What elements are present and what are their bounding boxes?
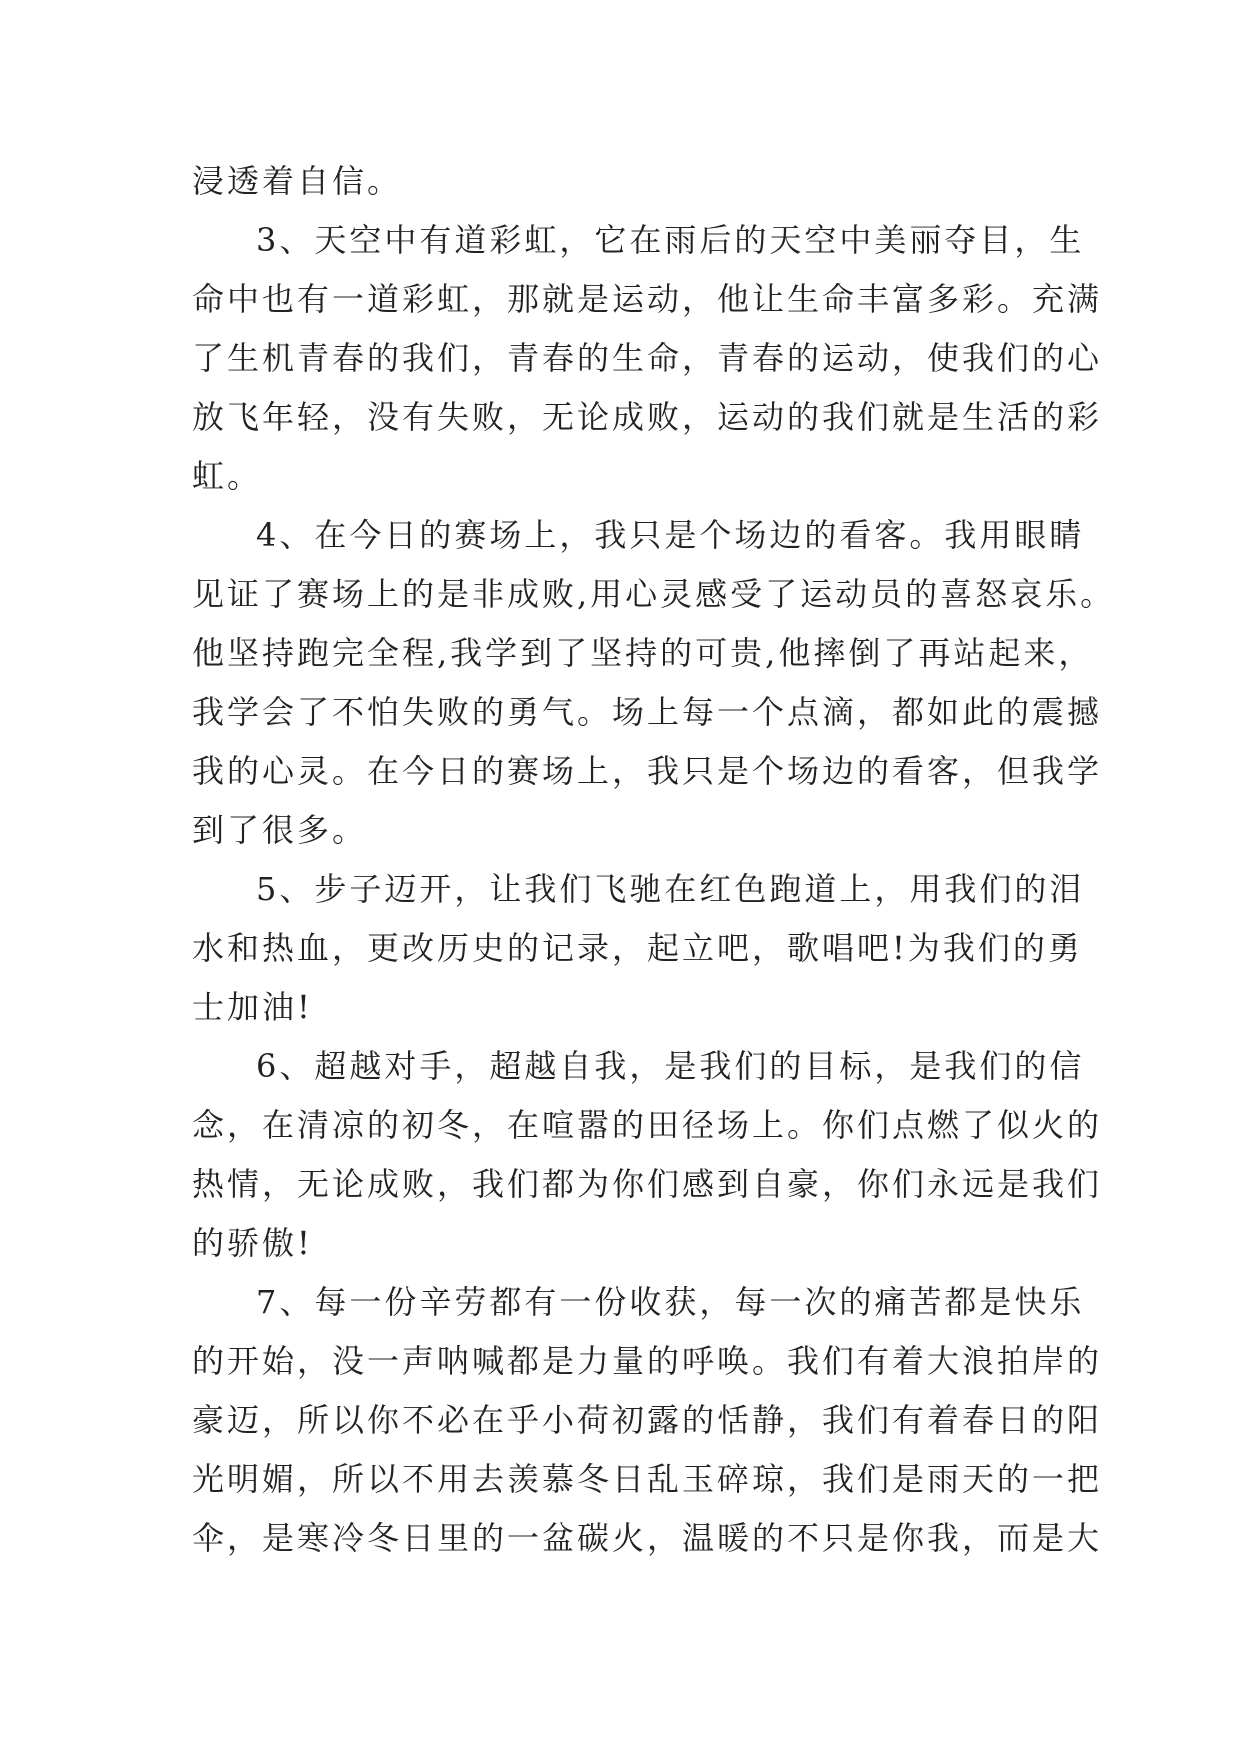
text-line: 5、步子迈开，让我们飞驰在红色跑道上，用我们的泪 [256, 870, 1085, 908]
text-line: 的骄傲! [192, 1224, 313, 1262]
text-line: 浸透着自信。 [192, 162, 403, 200]
paragraph-item-3 [192, 211, 1103, 506]
text-line: 见证了赛场上的是非成败,用心灵感受了运动员的喜怒哀乐。 [192, 575, 1116, 613]
text-line: 他坚持跑完全程,我学到了坚持的可贵,他摔倒了再站起来， [192, 634, 1094, 672]
paragraph-item-7 [192, 1273, 1103, 1568]
text-line: 我学会了不怕失败的勇气。场上每一个点滴，都如此的震撼 [192, 693, 1103, 731]
text-line: 3、天空中有道彩虹，它在雨后的天空中美丽夺目，生 [256, 221, 1085, 259]
text-line: 了生机青春的我们，青春的生命，青春的运动，使我们的心 [192, 339, 1103, 377]
text-line: 7、每一份辛劳都有一份收获，每一次的痛苦都是快乐 [256, 1283, 1085, 1321]
text-line: 士加油! [192, 988, 313, 1026]
text-line: 热情，无论成败，我们都为你们感到自豪，你们永远是我们 [192, 1165, 1103, 1203]
text-line: 4、在今日的赛场上，我只是个场边的看客。我用眼睛 [256, 516, 1085, 554]
text-line: 光明媚，所以不用去羡慕冬日乱玉碎琼，我们是雨天的一把 [192, 1460, 1103, 1498]
text-line: 我的心灵。在今日的赛场上，我只是个场边的看客，但我学 [192, 752, 1103, 790]
paragraph-item-6 [192, 1037, 1103, 1273]
text-line: 到了很多。 [192, 811, 368, 849]
text-line: 豪迈，所以你不必在乎小荷初露的恬静，我们有着春日的阳 [192, 1401, 1103, 1439]
text-line: 念，在清凉的初冬，在喧嚣的田径场上。你们点燃了似火的 [192, 1106, 1103, 1144]
paragraph-item-5 [192, 860, 1085, 1037]
text-line: 虹。 [192, 457, 263, 495]
text-line: 伞，是寒冷冬日里的一盆碳火，温暖的不只是你我，而是大 [192, 1519, 1103, 1557]
document-body [192, 152, 1116, 1568]
text-line: 6、超越对手，超越自我，是我们的目标，是我们的信 [256, 1047, 1085, 1085]
paragraph-continuation [192, 152, 1052, 211]
text-line: 的开始，没一声呐喊都是力量的呼唤。我们有着大浪拍岸的 [192, 1342, 1103, 1380]
text-line: 放飞年轻，没有失败，无论成败，运动的我们就是生活的彩 [192, 398, 1103, 436]
text-line: 水和热血，更改历史的记录，起立吧，歌唱吧!为我们的勇 [192, 929, 1083, 967]
text-line: 命中也有一道彩虹，那就是运动，他让生命丰富多彩。充满 [192, 280, 1103, 318]
paragraph-item-4 [192, 506, 1116, 860]
